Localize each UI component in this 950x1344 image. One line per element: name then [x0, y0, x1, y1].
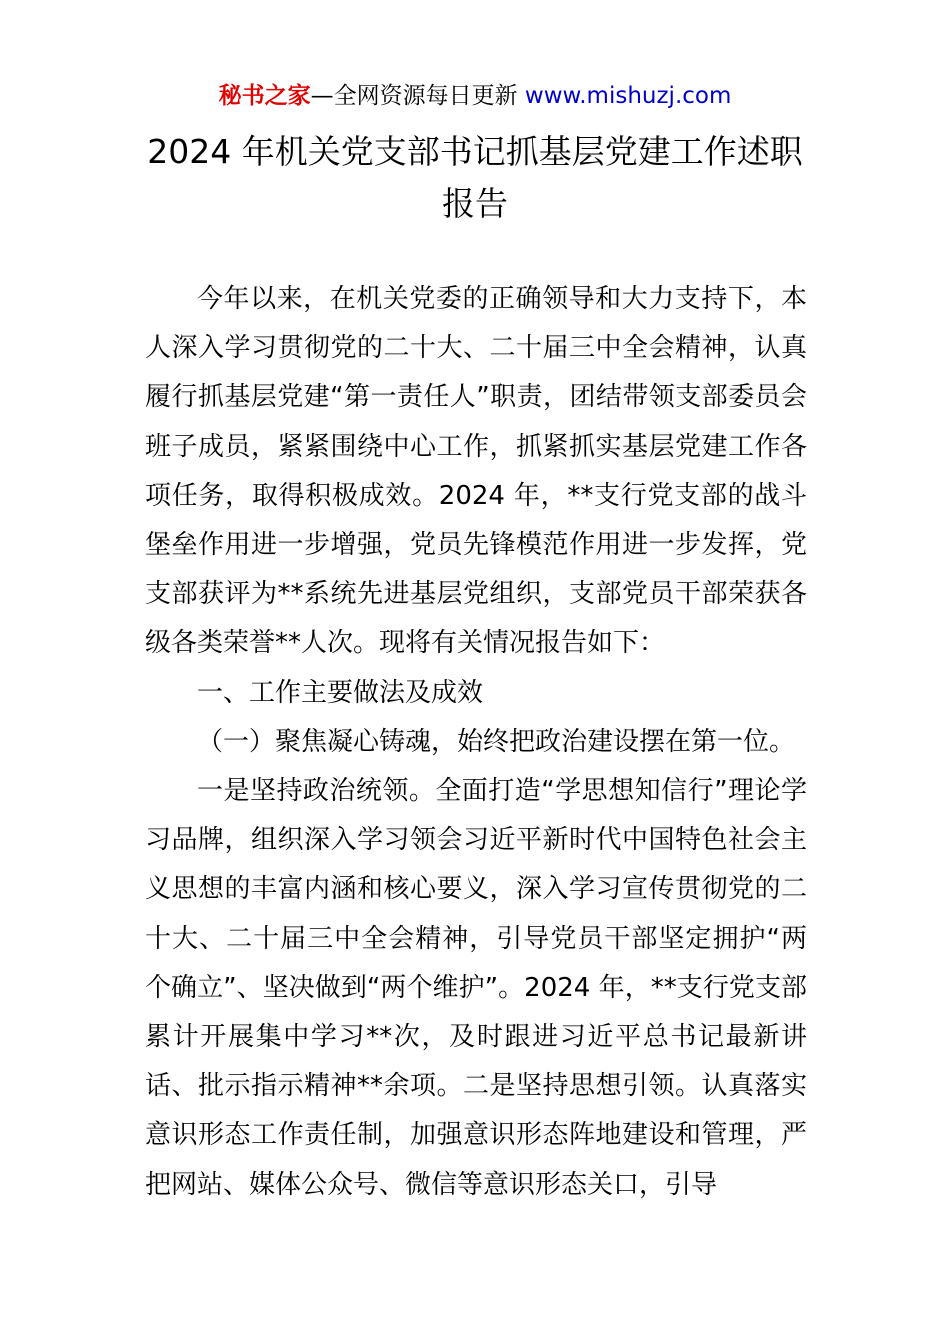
site-tagline: —全网资源每日更新 — [310, 83, 525, 109]
document-title — [0, 126, 950, 230]
section-heading: 一、工作主要做法及成效 — [197, 677, 484, 708]
intro-paragraph: 今年以来，在机关党委的正确领导和大力支持下，本人深入学习贯彻党的二十大、二十届三中全会精神，认真履行抓基层党建“第一责任人”职责，团结带领支部委员会班子成员，紧紧围绕中心工作，抓紧抓实基层党建工作各项任务，取得积极成效。2024 年，**支行党支部的战斗堡垒作用进一步增强，党员先锋模范作用进一步发挥，党支部获评为**系统先进基层党组织，支部党员干部荣获各级各类荣誉**人次。现将有关情况报告如下： — [145, 284, 807, 659]
site-brand: 秘书之家 — [218, 83, 311, 109]
document-body — [145, 275, 807, 1210]
subsection-heading: （一）聚焦凝心铸魂，始终把政治建设摆在第一位。 — [197, 726, 796, 757]
document-title-line-2: 报告 — [442, 184, 508, 223]
document-title-line-1: 2024 年机关党支部书记抓基层党建工作述职 — [147, 132, 803, 171]
site-header — [0, 82, 950, 110]
body-paragraph: 一是坚持政治统领。全面打造“学思想知信行”理论学习品牌，组织深入学习领会习近平新时代中国特色社会主义思想的丰富内涵和核心要义，深入学习宣传贯彻党的二十大、二十届三中全会精神，引导党员干部坚定拥护“两个确立”、坚决做到“两个维护”。2024 年，**支行党支部累计开展集中学习**次，及时跟进习近平总书记最新讲话、批示指示精神**余项。二是坚持思想引领。认真落实意识形态工作责任制，加强意识形态阵地建设和管理，严把网站、媒体公众号、微信等意识形态关口，引导 — [145, 776, 807, 1200]
site-url-link[interactable]: www.mishuzj.com — [524, 83, 732, 109]
